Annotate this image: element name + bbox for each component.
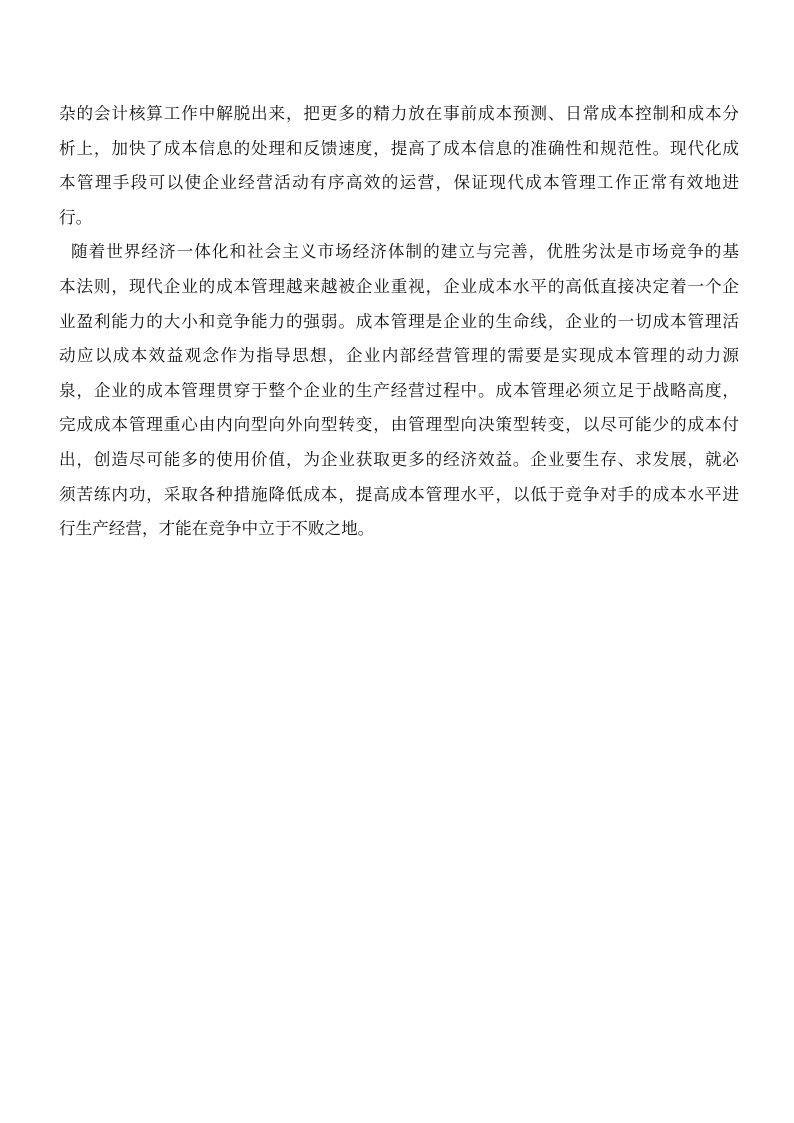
- text-line: 完成成本管理重心由内向型向外向型转变，由管理型向决策型转变，以尽可能少的成本付: [59, 415, 739, 435]
- text-line: 须苦练内功，采取各种措施降低成本，提高成本管理水平，以低于竞争对手的成本水平进: [59, 484, 739, 504]
- text-line: 出，创造尽可能多的使用价值，为企业获取更多的经济效益。企业要生存、求发展，就必: [59, 449, 739, 469]
- paragraph-1: [59, 97, 739, 235]
- text-line: 本法则，现代企业的成本管理越来越被企业重视，企业成本水平的高低直接决定着一个企: [59, 276, 739, 296]
- document-body: [59, 97, 739, 547]
- text-line: 本管理手段可以使企业经营活动有序高效的运营，保证现代成本管理工作正常有效地进: [59, 173, 739, 193]
- text-line: 动应以成本效益观念作为指导思想，企业内部经营管理的需要是实现成本管理的动力源: [59, 346, 739, 366]
- text-line: 行。: [59, 207, 93, 227]
- text-line: 业盈利能力的大小和竞争能力的强弱。成本管理是企业的生命线，企业的一切成本管理活: [59, 311, 739, 331]
- text-line: 析上，加快了成本信息的处理和反馈速度，提高了成本信息的准确性和规范性。现代化成: [59, 138, 739, 158]
- paragraph-2: [59, 235, 739, 546]
- text-line: 行生产经营，才能在竞争中立于不败之地。: [59, 519, 375, 539]
- text-line: 泉，企业的成本管理贯穿于整个企业的生产经营过程中。成本管理必须立足于战略高度，: [59, 380, 739, 400]
- text-line: 杂的会计核算工作中解脱出来，把更多的精力放在事前成本预测、日常成本控制和成本分: [59, 104, 739, 123]
- text-line: 随着世界经济一体化和社会主义市场经济体制的建立与完善，优胜劣汰是市场竞争的基: [71, 242, 739, 262]
